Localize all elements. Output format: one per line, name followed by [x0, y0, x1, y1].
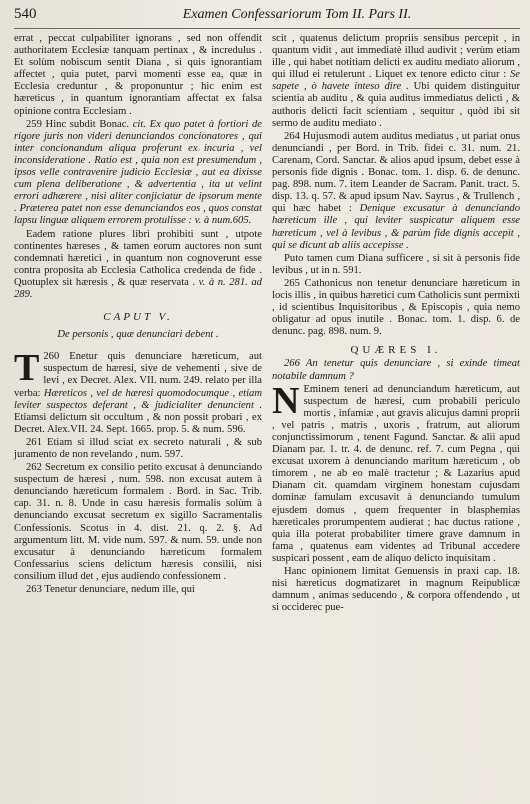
italic-quote: Ex quo patet à fortiori de rigore juris non videri denunciandos concionatores , qui inter concionandum aliqua proferunt ex incuria , vel inconsideratione . Ratio est , quia non est presumendum , ipsos velle contravenire judicio Ecclesiæ , aut ea dixisse cum plena deliberatione , & advertentia , ita ut velint errori adhærere , nisi aliter conjiciatur de ipsorum mente . Præterea patet non esse denunciandos eos , quos constat lapsu linguæ aliquem errorem protulisse :: [14, 118, 262, 227]
paragraph: errat , peccat culpabiliter ignorans , sed non offendit authoritatem Ecclesiæ tanquam pertinax , & incredulus . Et solùm nobiscum sentit Diana , si quis ignorantiam affectet , quia putet, parvi momenti esse ea, quæ in Ecclesia creduntur , & proponuntur ; hic enim est hæreticus , in quantum ignorantiam affectat ex falsa opinione contra Ecclesiam .: [14, 33, 262, 117]
para-number: 259: [26, 118, 42, 130]
paragraph: Puto tamen cum Diana sufficere , si sit à personis fide levibus , ut in n. 591.: [272, 252, 520, 276]
page-number: 540: [14, 6, 37, 22]
paragraph-259: [14, 119, 262, 228]
question-heading: QUÆRES I.: [350, 344, 442, 357]
paragraph: [272, 33, 520, 130]
chapter-rubric: De personis , quæ denunciari debent .: [57, 329, 219, 341]
para-text: Ubi quidem distinguitur scientia ab auditu , & quia auditus immediatus delicti , & authoris delicti facit scientiam , sequitur , quòd ibi sit sermo de auditu mediato .: [272, 81, 520, 129]
italic-quote: Denique excusatur à denunciando hæreticum ille , qui leviter suspicatur aliquem esse hæreticum , vel à levibus , & parùm fide dignis accepit , qui se dicunt ab aliis accepisse .: [272, 203, 521, 251]
left-column: [14, 33, 262, 615]
paragraph: [14, 229, 262, 302]
para-text: Hinc subdit Bonac.: [45, 118, 130, 130]
drop-cap: N: [272, 379, 300, 422]
para-text: Eminem teneri ad denunciandum hæreticum, aut suspectum de hæresi, cum probabili periculo mortis , infamiæ , aut gravis alicujus damni proprii , vel patris , matris , uxoris , fratrum, aut aliorum conjunctissimorum , tenent Fagund. Sanctar. & alii apud Dianam par. 1. tr. 4. de denunc. ref. 7. cum Pegna , qui excusat uxorem à denunciando maritum hæreticum , ob timorem , ne ab eo malè tractetur ; & Lazarius apud Dianam cit. quamdam virginem honestam cujusdam dominæ famulam excusavit à denunciando tumulum ejusdem domus , quem frequenter in blasphemias hæreticales prorumpentem audierat ; hac ductus ratione , quia illa poterat probabiliter timere grave damnum in fama , quatenus eam videntes ad Tribunal accedere suspicari possent , eam de aliquo delicto inquisitam .: [272, 383, 520, 564]
question-266: 266 An tenetur quis denunciare , si exinde timeat notabile damnum ?: [272, 358, 520, 382]
para-text: Eadem ratione plures libri prohibiti sunt , utpote continentes hæreses , & tamen eorum auctores non sunt condemnati hæretici , in quantum non cognoverunt esse contra proposita ab Ecclesia Catholica credenda de fide . Quotuplex sit hæresis , & quæ reservata .: [14, 228, 262, 288]
paragraph-261: 261 Etiam si illud sciat ex secreto naturali , & sub juramento de non revelando , num. 597.: [14, 436, 262, 460]
italic-quote: Hæreticos , vel de hæresi quomodocumque , etiam leviter suspectos deferant , & judicialiter denuncient .: [14, 387, 262, 411]
para-number: 260: [43, 351, 60, 363]
paragraph-263: 263 Tenetur denunciare, nedum ille, qui: [26, 584, 195, 596]
paragraph-260: [14, 347, 262, 436]
para-text: Etiamsi delictum sit occultum , & non possit probari , ex Decret. Alex.VII. 24. Sept. 1665. prop. 5. & num. 596.: [14, 411, 262, 435]
paragraph-264: [272, 131, 520, 252]
page-header: [14, 6, 520, 29]
italic-quote: Se sapete , ò havete inteso dire .: [272, 69, 520, 93]
drop-cap: T: [14, 347, 40, 390]
two-column-body: [14, 33, 520, 615]
paragraph-262: 262 Secretum ex consilio petito excusat à denunciando suspectum de hæresi , num. 598. non excusat autem à denunciando hæreticum formalem . Bord. in Sac. Trib. cap. 31. n. 8. Unde in casu hæresis formalis solùm à denunciando excusat secretum ex sigillo Sacramentalis Confessionis. Scotus in 4. dist. 21. q. 2. §. Ad argumentum litt. M. vide num. 597. & num. 59. unde non excusatur à denunciando hæreticum formalem Confessarius sciens delictum hæresis consilii, nisi consilium illud det , ejus audiendo confessionem .: [14, 462, 262, 582]
right-column: [272, 33, 520, 615]
citation: v. à n. 281. ad 289.: [14, 276, 262, 300]
paragraph: Hanc opinionem limitat Genuensis in praxi cap. 18. nisi hæreticus dogmatizaret in magnum Reipublicæ damnum , animas seducendo , & corpora offendendo , ut si occiderec pue-: [272, 566, 520, 614]
citation: cit.: [132, 118, 146, 130]
paragraph-266: [272, 379, 520, 565]
para-text: 264 Hujusmodi autem auditus mediatus , ut pariat onus denunciandi , per Bord. in Trib. fidei c. 31. num. 21. Carenam, Cord. Sanctar. & alios apud ipsum, debet esse à personis fide dignis . Bonac. tom. 1. disp. 6. de denunc. pag. 898. num. 7. item Leander de Sacram. Panit. tract. 5. disp. 13. q. 57. & apud ipsum Nav. Sayrus , & Trullench , qui hæc habet :: [272, 130, 520, 215]
running-title: Examen Confessariorum Tom II. Pars II.: [182, 7, 412, 22]
chapter-heading: CAPUT V.: [103, 311, 173, 324]
paragraph-265: 265 Cathonicus non tenetur denunciare hæreticum in locis illis , in quibus hæretici cum Catholicis sunt permixti , id scientibus Inquisitoribus , & Episcopis , quia nemo obligatur ad opus inutile . Bonac. tom. 1. disp. 6. de denunc. pag. 898. num. 9.: [272, 277, 520, 338]
para-text: scit , quatenus delictum propriis sensibus percepit , in quantum vidit , aut immediatè illud audivit ; verùm etiam ille , qui habet notitiam delicti ex auditu mediato aliorum , qui illud ei retulerunt . Liquet ex tenore edicto citur :: [272, 33, 520, 81]
para-text: Enetur quis denunciare hæreticum, aut suspectum de hæresi, sive de vehementi , sive de levi , ex Decret. Alex. VII. num. 249. relato per illa verba:: [14, 351, 262, 399]
citation: v. à num.605.: [194, 215, 252, 227]
